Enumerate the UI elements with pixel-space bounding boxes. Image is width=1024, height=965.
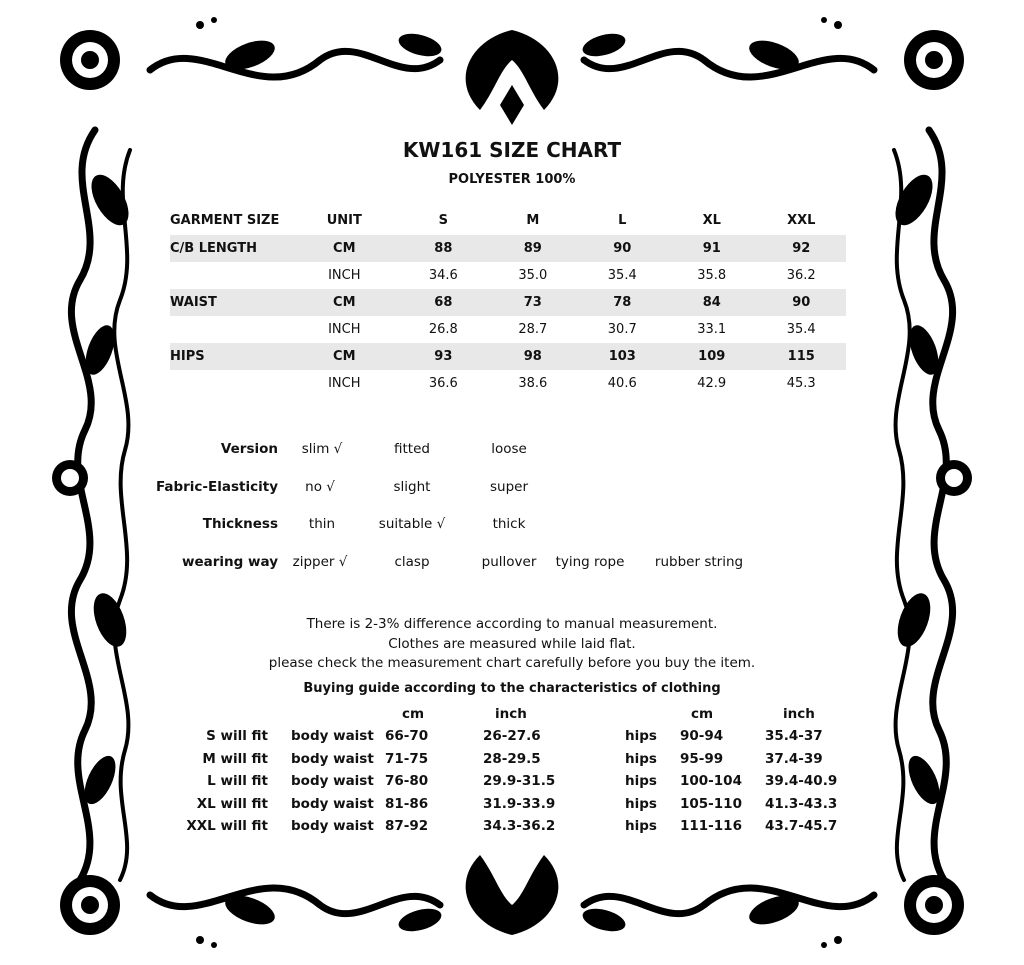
- table-cell: INCH: [328, 268, 361, 283]
- guide-size-cell: XL will fit: [196, 795, 268, 812]
- header-cell: L: [618, 212, 627, 228]
- table-cell: 40.6: [607, 376, 637, 391]
- table-cell: 36.2: [786, 268, 816, 283]
- guide-inch2-cell: 35.4-37: [765, 728, 823, 744]
- table-row: [170, 289, 846, 316]
- table-cell: [170, 316, 290, 343]
- guide-inch2-cell: 39.4-40.9: [765, 773, 838, 789]
- guide-cm-cell: 66-70: [385, 728, 429, 744]
- guide-cm-cell: 71-75: [385, 750, 429, 767]
- guide-inch-cell: 28-29.5: [483, 750, 541, 767]
- guide-size-cell: XXL will fit: [186, 818, 268, 834]
- guide-inch-cell: 26-27.6: [483, 728, 541, 744]
- table-cell: 35.8: [697, 268, 727, 283]
- guide-part-cell: body waist: [291, 795, 374, 812]
- table-cell: 42.9: [697, 376, 727, 391]
- table-cell: CM: [290, 235, 399, 262]
- header-cell: UNIT: [326, 212, 362, 228]
- table-cell: 115: [756, 343, 846, 370]
- table-cell: C/B LENGTH: [170, 235, 290, 262]
- table-cell: 90: [578, 235, 667, 262]
- guide-inch-cell: 31.9-33.9: [483, 795, 556, 812]
- attribute-option: slight: [393, 479, 431, 495]
- guide-cm2-cell: 105-110: [680, 795, 742, 812]
- attribute-option: pullover: [481, 554, 537, 570]
- guide-part-cell: body waist: [291, 773, 374, 789]
- table-cell: [170, 262, 290, 289]
- table-cell: 73: [488, 289, 577, 316]
- header-cell: S: [438, 212, 449, 228]
- guide-part-cell: body waist: [291, 728, 374, 744]
- table-cell: CM: [290, 343, 399, 370]
- guide-cm2-cell: 95-99: [680, 750, 724, 767]
- table-row: [170, 235, 846, 262]
- header-cell: XXL: [787, 212, 816, 228]
- table-row: [170, 343, 846, 370]
- header-cell: GARMENT SIZE: [170, 212, 280, 228]
- attribute-label: Thickness: [202, 516, 278, 532]
- guide-inch-cell: 29.9-31.5: [483, 773, 556, 789]
- attribute-option: tying rope: [555, 554, 625, 570]
- attribute-option: fitted: [394, 441, 430, 457]
- table-cell: INCH: [328, 322, 361, 337]
- header-cell: XL: [702, 212, 721, 228]
- table-cell: 35.4: [786, 322, 816, 337]
- table-cell: [170, 370, 290, 397]
- table-header-row: [170, 205, 846, 235]
- guide-size-cell: L will fit: [207, 773, 268, 789]
- measurement-notes: [0, 615, 1024, 674]
- table-cell: 88: [399, 235, 488, 262]
- table-cell: 26.8: [428, 322, 458, 337]
- guide-size-cell: S will fit: [206, 728, 268, 744]
- guide-col-cm: cm: [402, 706, 425, 722]
- guide-inch2-cell: 41.3-43.3: [765, 795, 838, 812]
- guide-cm2-cell: 90-94: [680, 728, 724, 744]
- table-cell: 30.7: [607, 322, 637, 337]
- size-table: [170, 205, 846, 397]
- guide-part-cell: body waist: [291, 750, 374, 767]
- attribute-label: Fabric-Elasticity: [155, 479, 278, 495]
- table-cell: INCH: [328, 376, 361, 391]
- attribute-option: super: [489, 479, 529, 495]
- guide-cm2-cell: 111-116: [680, 818, 742, 834]
- table-row: [170, 370, 846, 397]
- table-cell: 68: [399, 289, 488, 316]
- table-cell: 91: [667, 235, 756, 262]
- attribute-option: zipper √: [292, 554, 348, 570]
- attribute-option: clasp: [394, 554, 430, 570]
- table-cell: 89: [488, 235, 577, 262]
- guide-part-cell: body waist: [291, 818, 374, 834]
- guide-part2-cell: hips: [625, 773, 657, 789]
- attribute-label: wearing way: [182, 554, 278, 570]
- guide-col-cm-hips: cm: [691, 706, 714, 722]
- header-cell: M: [526, 212, 540, 228]
- guide-cm-cell: 76-80: [385, 773, 429, 789]
- attribute-option: no √: [305, 479, 335, 495]
- table-cell: WAIST: [170, 289, 290, 316]
- guide-cm-cell: 81-86: [385, 795, 429, 812]
- page-title: KW161 SIZE CHART: [402, 138, 622, 162]
- buying-guide-title: Buying guide according to the characteristics of clothing: [303, 681, 721, 696]
- attribute-option: thin: [308, 516, 336, 532]
- note-line: please check the measurement chart carefully before you buy the item.: [268, 655, 756, 671]
- table-cell: 33.1: [697, 322, 727, 337]
- guide-cm-cell: 87-92: [385, 818, 429, 834]
- guide-cm2-cell: 100-104: [680, 773, 742, 789]
- guide-inch2-cell: 37.4-39: [765, 750, 823, 767]
- note-line: There is 2-3% difference according to manual measurement.: [306, 616, 718, 632]
- table-cell: 28.7: [518, 322, 548, 337]
- table-cell: 103: [578, 343, 667, 370]
- table-cell: CM: [290, 289, 399, 316]
- table-cell: 98: [488, 343, 577, 370]
- table-cell: HIPS: [170, 343, 290, 370]
- table-cell: 38.6: [518, 376, 548, 391]
- guide-size-cell: M will fit: [202, 750, 268, 767]
- table-cell: 92: [756, 235, 846, 262]
- guide-part2-cell: hips: [625, 728, 657, 744]
- guide-part2-cell: hips: [625, 795, 657, 812]
- attribute-option: thick: [492, 516, 526, 532]
- attribute-option: suitable √: [378, 516, 446, 532]
- attribute-label: Version: [220, 441, 278, 457]
- table-cell: 35.4: [607, 268, 637, 283]
- table-cell: 78: [578, 289, 667, 316]
- guide-inch2-cell: 43.7-45.7: [765, 818, 838, 834]
- guide-part2-cell: hips: [625, 750, 657, 767]
- attribute-option: rubber string: [654, 554, 744, 570]
- table-cell: 36.6: [428, 376, 458, 391]
- table-row: [170, 316, 846, 343]
- guide-col-inch: inch: [495, 706, 527, 722]
- table-cell: 90: [756, 289, 846, 316]
- table-cell: 34.6: [428, 268, 458, 283]
- material-subtitle: POLYESTER 100%: [448, 172, 576, 187]
- table-cell: 45.3: [786, 376, 816, 391]
- table-cell: 109: [667, 343, 756, 370]
- guide-inch-cell: 34.3-36.2: [483, 818, 556, 834]
- guide-part2-cell: hips: [625, 818, 657, 834]
- guide-col-inch-hips: inch: [783, 706, 815, 722]
- table-cell: 84: [667, 289, 756, 316]
- attribute-option: slim √: [301, 441, 343, 457]
- note-line: Clothes are measured while laid flat.: [388, 635, 636, 652]
- table-cell: 93: [399, 343, 488, 370]
- attribute-option: loose: [491, 441, 527, 457]
- table-row: [170, 262, 846, 289]
- table-cell: 35.0: [518, 268, 548, 283]
